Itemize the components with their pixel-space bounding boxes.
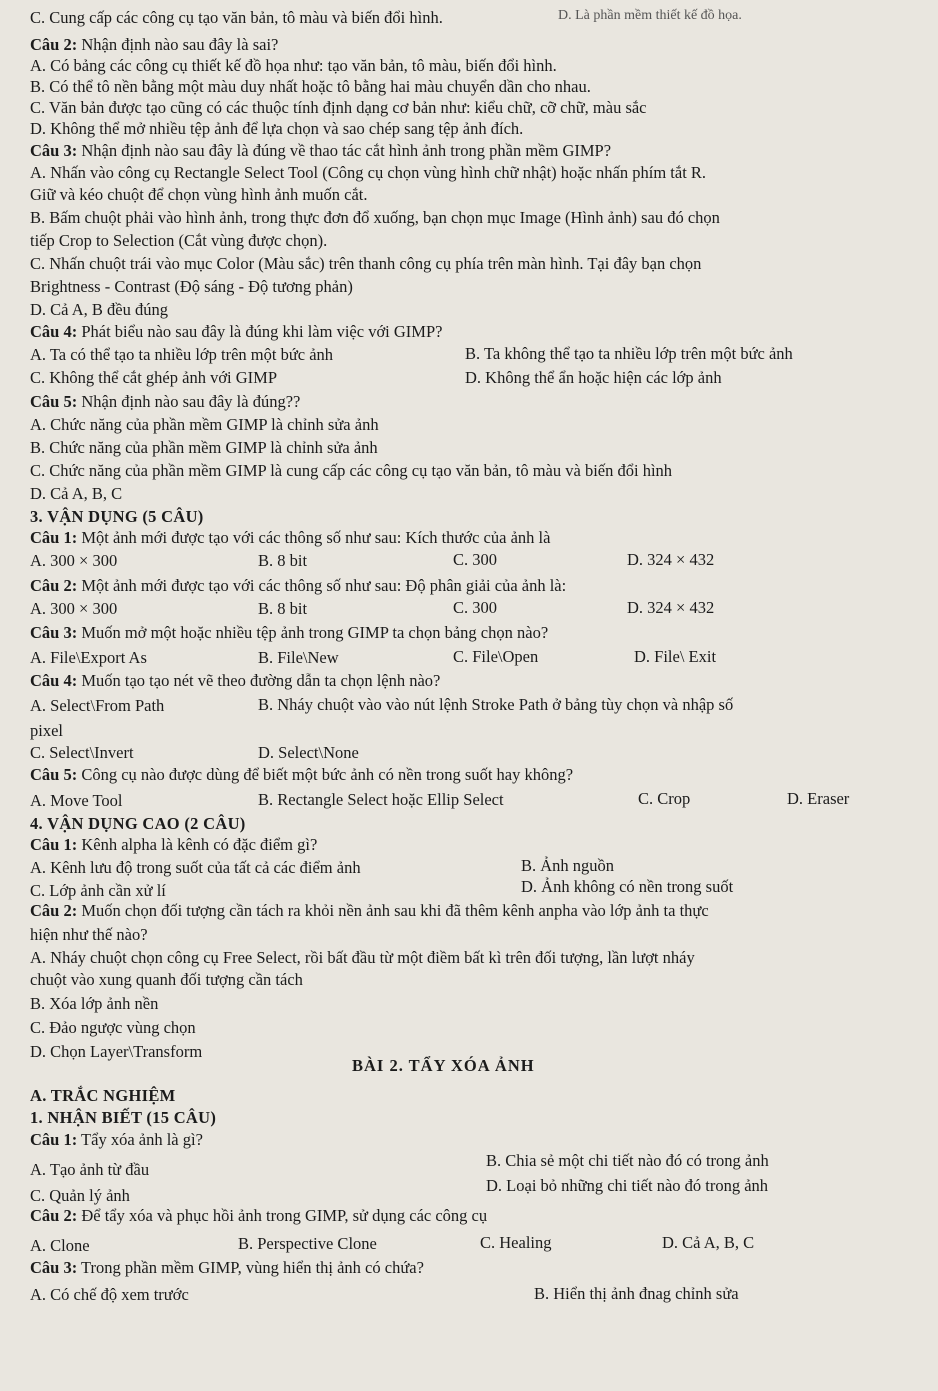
answer-option-continued: chuột vào xung quanh đối tượng cần tách — [30, 970, 303, 989]
answer-option: B. 8 bit — [258, 599, 308, 618]
question-line — [30, 392, 300, 412]
answer-option: A. Có chế độ xem trước — [30, 1285, 189, 1304]
question-number: Câu 5: — [30, 765, 78, 784]
answer-option: C. Quản lý ảnh — [30, 1186, 130, 1205]
answer-option: A. Nháy chuột chọn công cụ Free Select, rồi bất đầu từ một điềm bất kì trên đối tượng, lần lượt nháy — [30, 948, 695, 967]
answer-option: A. 300 × 300 — [30, 599, 118, 618]
answer-option: D. 324 × 432 — [627, 598, 715, 617]
answer-option: D. Loại bỏ những chi tiết nào đó trong ảnh — [486, 1176, 769, 1195]
question-line — [30, 835, 317, 855]
question-text: Muốn mở một hoặc nhiều tệp ảnh trong GIMP ta chọn bảng chọn nào? — [81, 623, 549, 642]
question-line — [30, 322, 442, 342]
answer-option: C. Crop — [638, 789, 691, 808]
answer-option-continued: Brightness - Contrast (Độ sáng - Độ tương phản) — [30, 277, 353, 296]
answer-option: D. Ảnh không có nền trong suốt — [521, 877, 734, 896]
line: D. Là phần mềm thiết kế đồ họa. — [558, 8, 742, 23]
question-text: Tẩy xóa ảnh là gì? — [81, 1130, 203, 1149]
answer-option: C. Văn bản được tạo cũng có các thuộc tính định dạng cơ bản như: kiểu chữ, cỡ chữ, màu sắc — [30, 98, 647, 117]
question-continued: hiện như thế nào? — [30, 925, 148, 944]
answer-option: C. Lớp ảnh cần xử lí — [30, 881, 166, 900]
question-line — [30, 35, 278, 55]
lesson-title: BÀI 2. TẨY XÓA ẢNH — [352, 1056, 535, 1075]
question-text: Nhận định nào sau đây là đúng về thao tác cắt hình ảnh trong phần mềm GIMP? — [81, 141, 612, 160]
answer-option-continued: tiếp Crop to Selection (Cắt vùng được chọn). — [30, 231, 328, 250]
answer-option: A. Nhấn vào công cụ Rectangle Select Tool (Công cụ chọn vùng hình chữ nhật) hoặc nhấn phím tắt R. — [30, 163, 707, 182]
answer-option: A. Kênh lưu độ trong suốt của tất cả các điểm ảnh — [30, 858, 361, 877]
answer-option: B. Bấm chuột phải vào hình ảnh, trong thực đơn đổ xuống, bạn chọn mục Image (Hình ảnh) sau đó chọn — [30, 208, 720, 227]
question-text: Để tẩy xóa và phục hồi ảnh trong GIMP, sử dụng các công cụ — [81, 1206, 488, 1225]
answer-option: C. Select\Invert — [30, 743, 134, 762]
answer-option: A. Move Tool — [30, 791, 123, 810]
answer-option: D. Chọn Layer\Transform — [30, 1042, 203, 1061]
answer-option: B. Ta không thể tạo ta nhiều lớp trên một bức ảnh — [465, 344, 793, 363]
answer-option: D. Cả A, B, C — [30, 484, 123, 503]
answer-option: A. Chức năng của phần mềm GIMP là chỉnh sửa ảnh — [30, 415, 379, 434]
answer-option: A. Tạo ảnh từ đầu — [30, 1160, 150, 1179]
answer-option: D. Cả A, B đều đúng — [30, 300, 168, 319]
answer-option: C. Chức năng của phần mềm GIMP là cung cấp các công cụ tạo văn bản, tô màu và biến đổi hình — [30, 461, 673, 480]
answer-option: A. Select\From Path — [30, 696, 165, 715]
question-number: Câu 1: — [30, 835, 78, 854]
answer-option: D. Eraser — [787, 789, 850, 808]
question-number: Câu 2: — [30, 576, 78, 595]
question-line — [30, 901, 709, 921]
section-heading: A. TRẮC NGHIỆM — [30, 1086, 176, 1105]
answer-option: C. Healing — [480, 1233, 552, 1252]
answer-option: D. Cả A, B, C — [662, 1233, 755, 1252]
answer-option: C. Không thể cắt ghép ảnh với GIMP — [30, 368, 278, 387]
question-text: Một ảnh mới được tạo với các thông số như sau: Kích thước của ảnh là — [81, 528, 551, 547]
question-number: Câu 5: — [30, 392, 78, 411]
answer-option: B. Hiển thị ảnh đnag chỉnh sửa — [534, 1284, 739, 1303]
question-text: Nhận định nào sau đây là sai? — [81, 35, 279, 54]
answer-option: B. Xóa lớp ảnh nền — [30, 994, 159, 1013]
answer-option: C. Nhấn chuột trái vào mục Color (Màu sắc) trên thanh công cụ phía trên màn hình. Tại đây bạn chọn — [30, 254, 702, 273]
answer-option: B. File\New — [258, 648, 339, 667]
answer-option: A. File\Export As — [30, 648, 147, 667]
question-line — [30, 528, 550, 548]
answer-option: A. Có bảng các công cụ thiết kế đồ họa như: tạo văn bản, tô màu, biến đổi hình. — [30, 56, 557, 75]
question-number: Câu 4: — [30, 322, 78, 341]
question-line — [30, 1258, 424, 1278]
question-line — [30, 765, 573, 785]
answer-option: C. 300 — [453, 598, 498, 617]
question-line — [30, 623, 548, 643]
answer-option: B. Rectangle Select hoặc Ellip Select — [258, 790, 504, 809]
answer-option: B. Perspective Clone — [238, 1234, 377, 1253]
question-line — [30, 1206, 487, 1226]
answer-option: B. 8 bit — [258, 551, 308, 570]
question-number: Câu 3: — [30, 623, 78, 642]
question-line — [30, 1130, 203, 1150]
question-number: Câu 2: — [30, 1206, 78, 1225]
section-heading: 3. VẬN DỤNG (5 CÂU) — [30, 507, 204, 526]
answer-option: C. File\Open — [453, 647, 539, 666]
answer-option: C. 300 — [453, 550, 498, 569]
answer-option: B. Nháy chuột vào vào nút lệnh Stroke Path ở bảng tùy chọn và nhập số — [258, 695, 734, 714]
answer-option: C. Đảo ngược vùng chọn — [30, 1018, 196, 1037]
answer-option: D. Không thể mở nhiều tệp ảnh để lựa chọn và sao chép sang tệp ảnh đích. — [30, 119, 524, 138]
question-text: Muốn chọn đối tượng cần tách ra khỏi nền ảnh sau khi đã thêm kênh anpha vào lớp ảnh ta thực — [81, 901, 709, 920]
question-text: Một ảnh mới được tạo với các thông số như sau: Độ phân giải của ảnh là: — [81, 576, 567, 595]
question-number: Câu 2: — [30, 901, 78, 920]
question-text: Trong phần mềm GIMP, vùng hiển thị ảnh có chứa? — [81, 1258, 424, 1277]
answer-option: B. Chia sẻ một chi tiết nào đó có trong ảnh — [486, 1151, 769, 1170]
section-heading: 1. NHẬN BIẾT (15 CÂU) — [30, 1108, 217, 1127]
question-text: Kênh alpha là kênh có đặc điểm gì? — [81, 835, 318, 854]
answer-option: D. File\ Exit — [634, 647, 717, 666]
answer-option: D. Không thể ẩn hoặc hiện các lớp ảnh — [465, 368, 722, 387]
question-number: Câu 1: — [30, 528, 78, 547]
answer-option: B. Có thể tô nền bằng một màu duy nhất hoặc tô bằng hai màu chuyển dần cho nhau. — [30, 77, 591, 96]
answer-option-continued: pixel — [30, 721, 63, 740]
question-text: Công cụ nào được dùng để biết một bức ảnh có nền trong suốt hay không? — [81, 765, 574, 784]
answer-option: A. Clone — [30, 1236, 90, 1255]
question-number: Câu 1: — [30, 1130, 78, 1149]
question-text: Phát biểu nào sau đây là đúng khi làm việc với GIMP? — [81, 322, 443, 341]
question-number: Câu 2: — [30, 35, 78, 54]
answer-option: D. Select\None — [258, 743, 359, 762]
line: C. Cung cấp các công cụ tạo văn bản, tô màu và biến đổi hình. — [30, 8, 443, 27]
question-line — [30, 671, 440, 691]
question-number: Câu 4: — [30, 671, 78, 690]
question-number: Câu 3: — [30, 1258, 78, 1277]
question-text: Nhận định nào sau đây là đúng?? — [81, 392, 301, 411]
answer-option: B. Chức năng của phần mềm GIMP là chỉnh sửa ảnh — [30, 438, 378, 457]
section-heading: 4. VẬN DỤNG CAO (2 CÂU) — [30, 814, 246, 833]
question-line — [30, 141, 611, 161]
question-text: Muốn tạo tạo nét vẽ theo đường dẫn ta chọn lệnh nào? — [81, 671, 441, 690]
answer-option: A. 300 × 300 — [30, 551, 118, 570]
answer-option: D. 324 × 432 — [627, 550, 715, 569]
question-number: Câu 3: — [30, 141, 78, 160]
question-line — [30, 576, 566, 596]
answer-option: A. Ta có thể tạo ta nhiều lớp trên một bức ảnh — [30, 345, 334, 364]
answer-option: B. Ảnh nguồn — [521, 856, 615, 875]
answer-option-continued: Giữ và kéo chuột để chọn vùng hình ảnh muốn cắt. — [30, 185, 368, 204]
